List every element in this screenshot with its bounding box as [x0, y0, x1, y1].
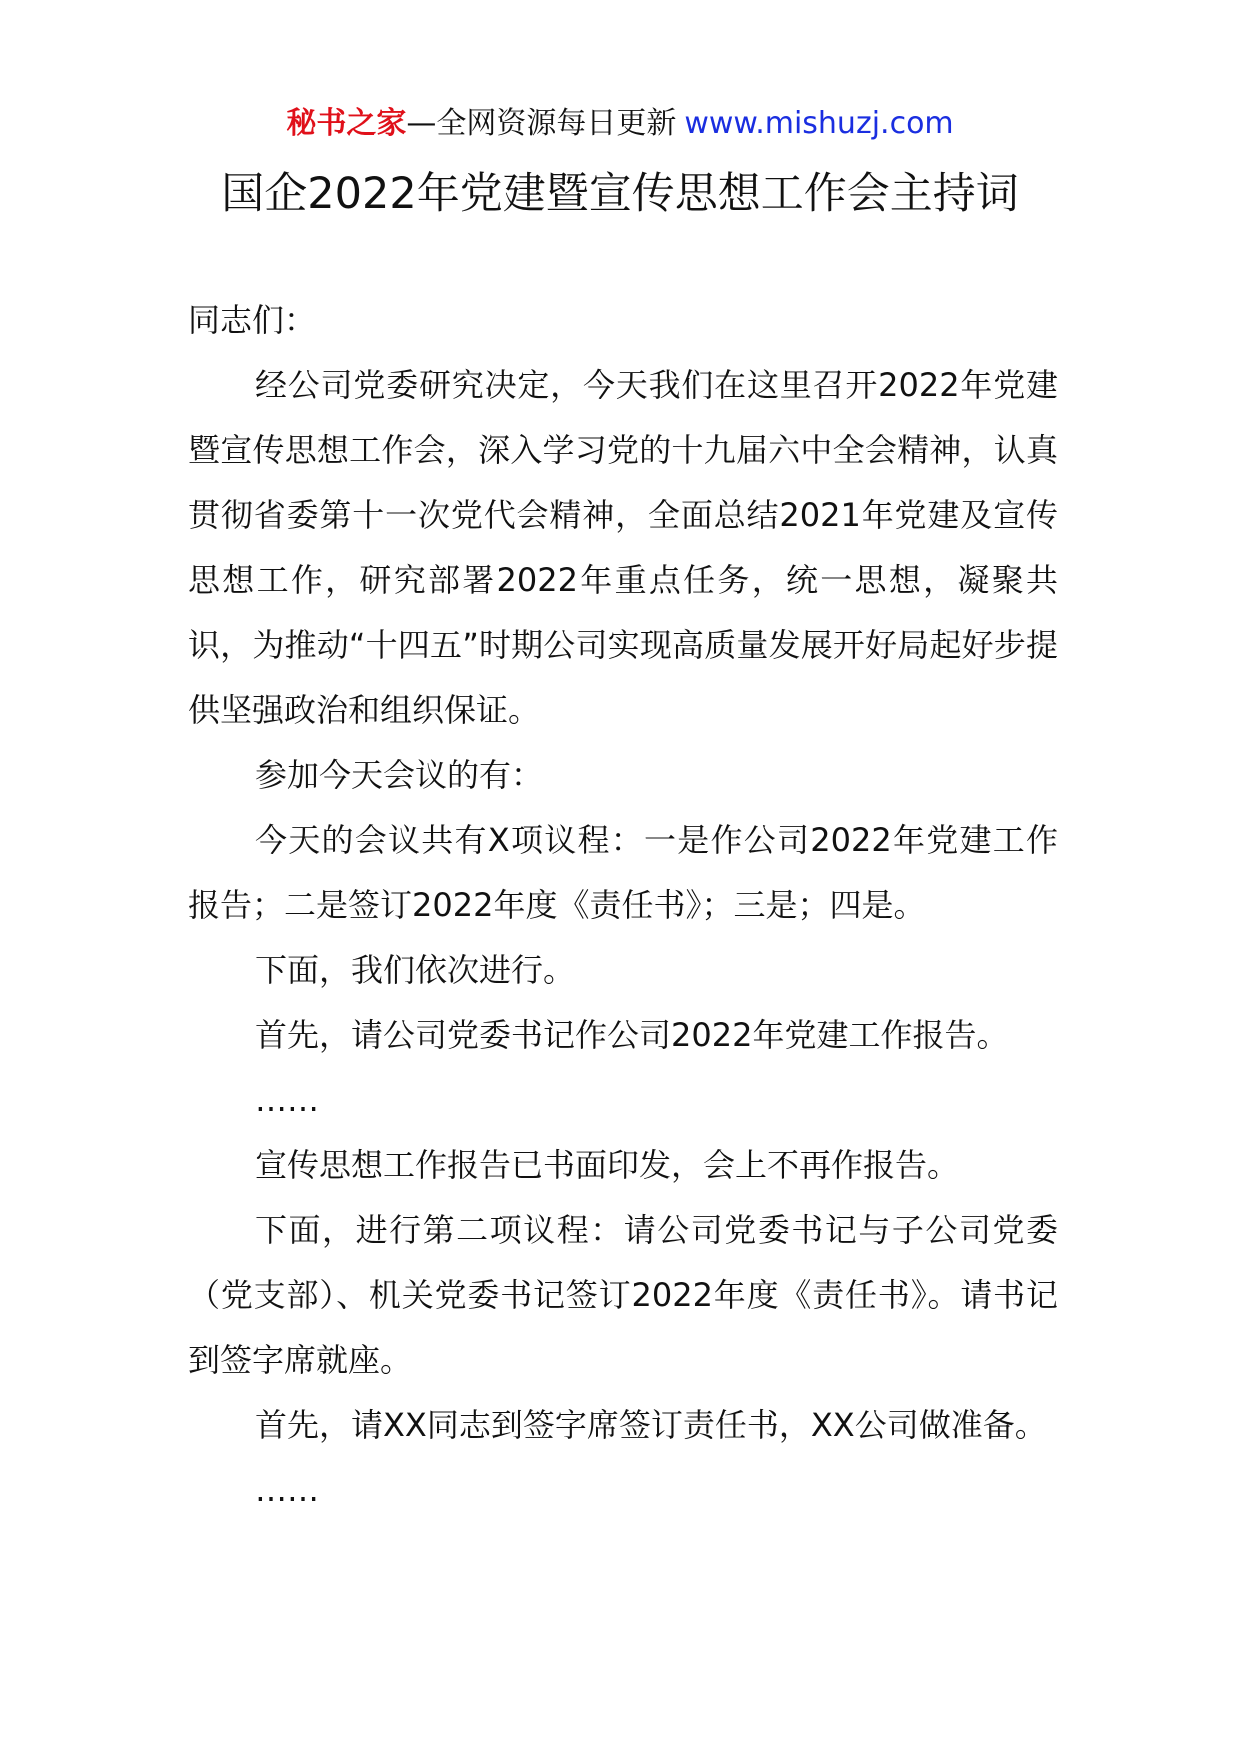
document-title: 国企2022年党建暨宣传思想工作会主持词 — [221, 169, 1019, 219]
paragraph-attendees: 参加今天会议的有： — [255, 756, 544, 794]
paragraph-second-agenda: 下面，进行第二项议程：请公司党委书记与子公司党委（党支部）、机关党委书记签订2022年度《责任书》。请书记到签字席就座。 — [188, 1211, 1058, 1379]
brand-name: 秘书之家 — [286, 106, 407, 141]
salutation: 同志们： — [188, 301, 317, 339]
paragraph-signing: 首先，请XX同志到签字席签订责任书，XX公司做准备。 — [255, 1406, 1047, 1444]
site-url-link[interactable]: www.mishuzj.com — [684, 106, 954, 141]
header-tagline: —全网资源每日更新 — [406, 106, 677, 141]
paragraph-proceed: 下面，我们依次进行。 — [255, 951, 576, 989]
paragraph-agenda: 今天的会议共有X项议程：一是作公司2022年党建工作报告；二是签订2022年度《责任书》；三是；四是。 — [188, 821, 1058, 924]
document-body — [188, 288, 1058, 1523]
site-header — [0, 102, 1240, 146]
paragraph-ellipsis-2: …… — [255, 1471, 319, 1509]
paragraph-ellipsis-1: …… — [255, 1081, 319, 1119]
paragraph-opening: 经公司党委研究决定，今天我们在这里召开2022年党建暨宣传思想工作会，深入学习党的十九届六中全会精神，认真贯彻省委第十一次党代会精神，全面总结2021年党建及宣传思想工作，研究部署2022年重点任务，统一思想，凝聚共识，为推动“十四五”时期公司实现高质量发展开好局起好步提供坚强政治和组织保证。 — [188, 366, 1058, 729]
paragraph-report: 首先，请公司党委书记作公司2022年党建工作报告。 — [255, 1016, 1009, 1054]
paragraph-propaganda-report: 宣传思想工作报告已书面印发，会上不再作报告。 — [255, 1146, 960, 1184]
